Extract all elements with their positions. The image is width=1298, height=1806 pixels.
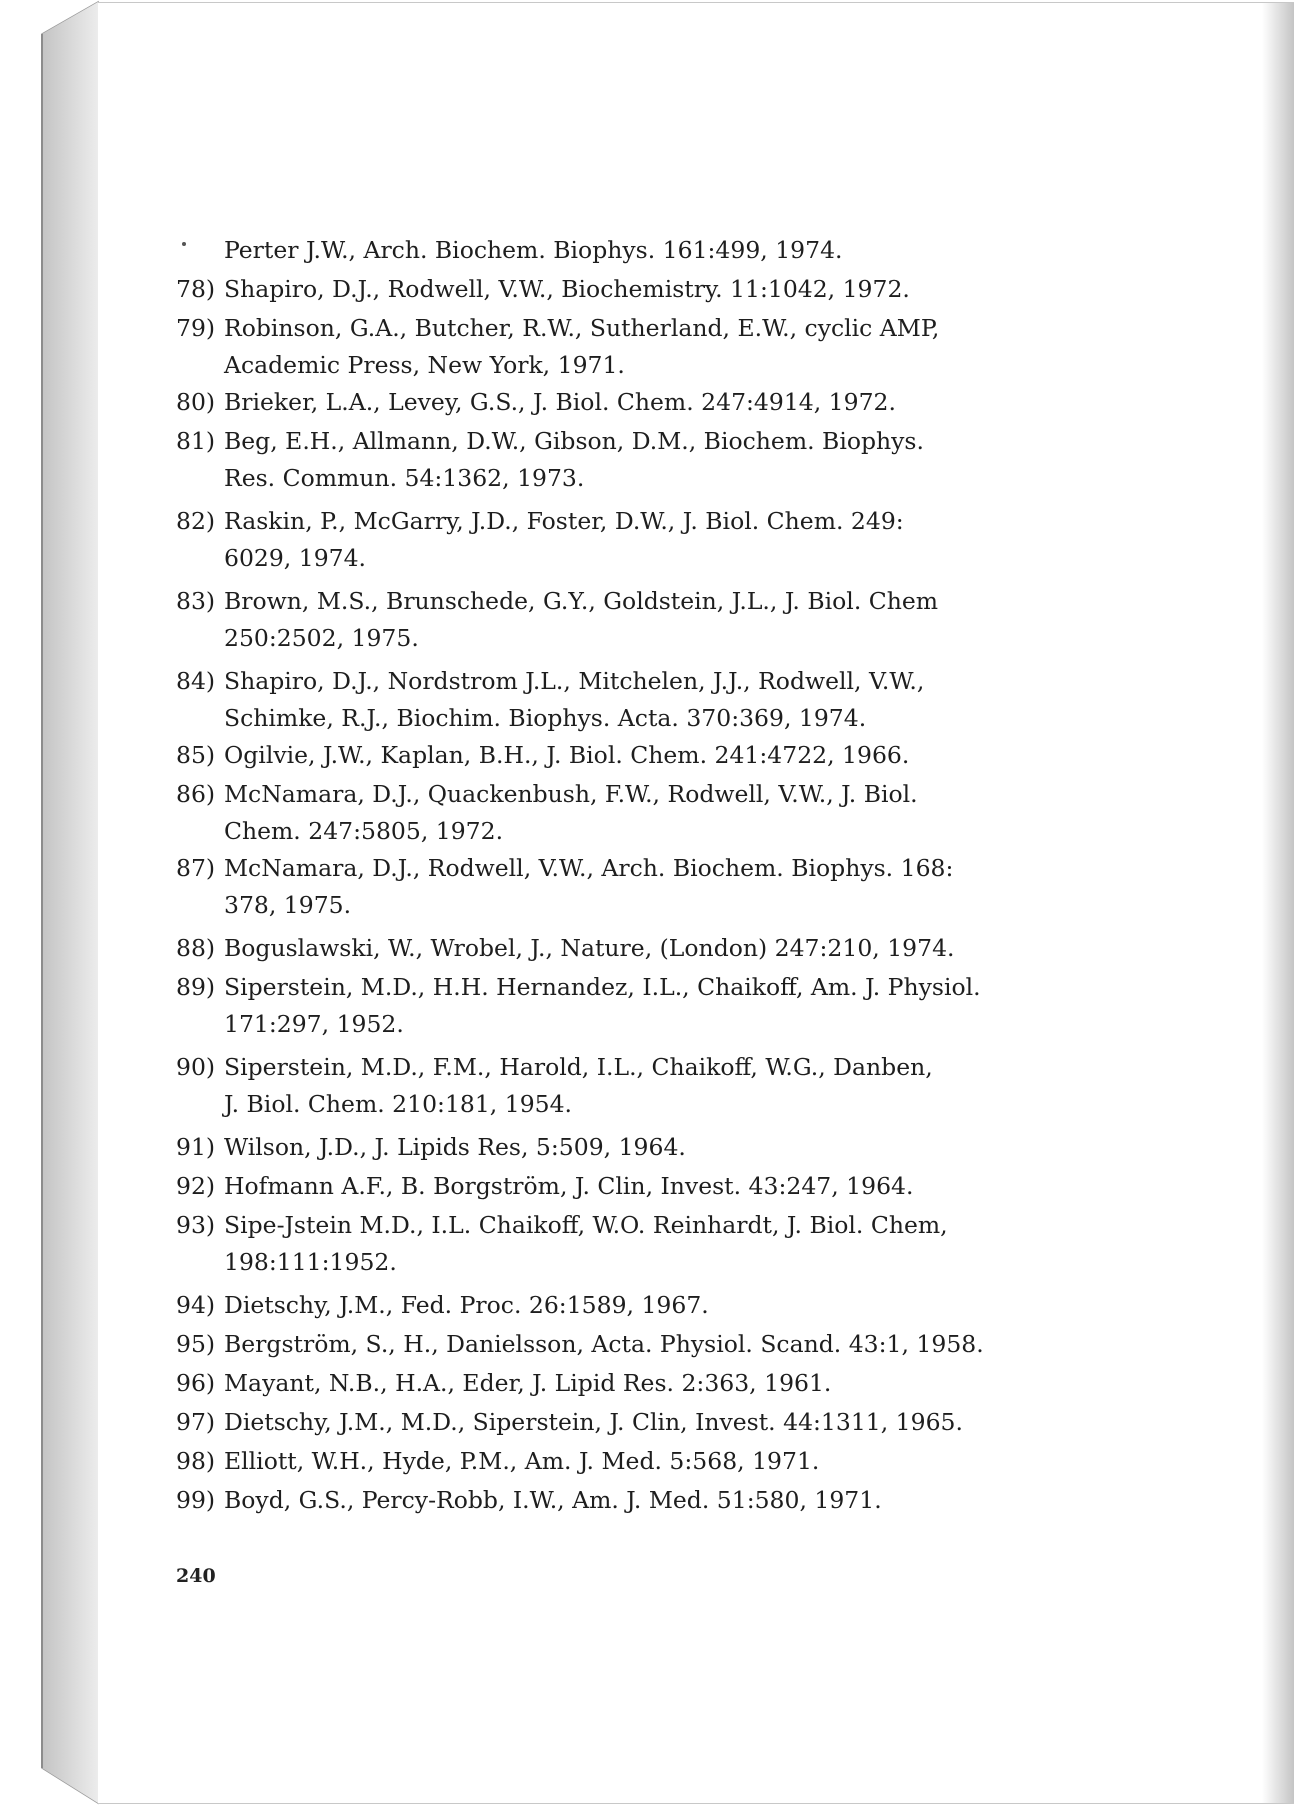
reference-text: Dietschy, J.M., M.D., Siperstein, J. Clin, Invest. 44:1311, 1965. [224, 1408, 963, 1436]
reference-text: Beg, E.H., Allmann, D.W., Gibson, D.M., Biochem. Biophys. [224, 427, 924, 455]
reference-text-continued: Chem. 247:5805, 1972. [224, 817, 504, 845]
reference-text: Brown, M.S., Brunschede, G.Y., Goldstein, J.L., J. Biol. Chem [224, 587, 939, 615]
reference-text: Hofmann A.F., B. Borgström, J. Clin, Invest. 43:247, 1964. [224, 1172, 914, 1200]
reference-number: 81) [176, 427, 216, 455]
reference-item [176, 1167, 1136, 1206]
reference-text: Shapiro, D.J., Nordstrom J.L., Mitchelen, J.J., Rodwell, V.W., [224, 667, 925, 695]
reference-item [176, 1442, 1136, 1481]
reference-text-continued: 378, 1975. [224, 891, 352, 919]
reference-text-continued: Res. Commun. 54:1362, 1973. [224, 464, 585, 492]
reference-number: 94) [176, 1291, 216, 1319]
page-edge-shadow [1262, 3, 1294, 1803]
reference-text: Raskin, P., McGarry, J.D., Foster, D.W., J. Biol. Chem. 249: [224, 507, 904, 535]
reference-number: 83) [176, 587, 216, 615]
reference-number: 96) [176, 1369, 216, 1397]
reference-text: McNamara, D.J., Rodwell, V.W., Arch. Biochem. Biophys. 168: [224, 854, 954, 882]
reference-text: Boyd, G.S., Percy-Robb, I.W., Am. J. Med. 51:580, 1971. [224, 1486, 882, 1514]
reference-text-continued: 250:2502, 1975. [224, 624, 419, 652]
page-number: 240 [176, 1565, 216, 1587]
reference-number: 93) [176, 1211, 216, 1239]
reference-number: 92) [176, 1172, 216, 1200]
reference-list [176, 231, 1136, 1520]
reference-text-continued: 171:297, 1952. [224, 1010, 404, 1038]
reference-text: Boguslawski, W., Wrobel, J., Nature, (London) 247:210, 1974. [224, 934, 955, 962]
reference-text: Brieker, L.A., Levey, G.S., J. Biol. Chem. 247:4914, 1972. [224, 388, 896, 416]
reference-text: Dietschy, J.M., Fed. Proc. 26:1589, 1967. [224, 1291, 709, 1319]
reference-text: Siperstein, M.D., F.M., Harold, I.L., Chaikoff, W.G., Danben, [224, 1053, 933, 1081]
reference-text: Sipe-Jstein M.D., I.L. Chaikoff, W.O. Reinhardt, J. Biol. Chem, [224, 1211, 948, 1239]
reference-item [176, 383, 1136, 422]
reference-text: Robinson, G.A., Butcher, R.W., Sutherland, E.W., cyclic AMP, [224, 314, 940, 342]
reference-item [176, 1286, 1136, 1325]
reference-number: 84) [176, 667, 216, 695]
reference-text-continued: Academic Press, New York, 1971. [224, 351, 625, 379]
reference-number: 99) [176, 1486, 216, 1514]
reference-number: 87) [176, 854, 216, 882]
reference-number: 82) [176, 507, 216, 535]
reference-item [176, 968, 1136, 1042]
reference-number: 97) [176, 1408, 216, 1436]
reference-text-continued: 6029, 1974. [224, 544, 367, 572]
reference-item [176, 1128, 1136, 1167]
reference-item [176, 1048, 1136, 1122]
reference-text: Siperstein, M.D., H.H. Hernandez, I.L., Chaikoff, Am. J. Physiol. [224, 973, 981, 1001]
reference-item [176, 1403, 1136, 1442]
reference-text: Ogilvie, J.W., Kaplan, B.H., J. Biol. Chem. 241:4722, 1966. [224, 741, 910, 769]
reference-item [176, 1206, 1136, 1280]
reference-text: Mayant, N.B., H.A., Eder, J. Lipid Res. 2:363, 1961. [224, 1369, 832, 1397]
reference-number: 78) [176, 275, 216, 303]
reference-item [176, 775, 1136, 849]
reference-item [176, 1364, 1136, 1403]
reference-number: 98) [176, 1447, 216, 1475]
reference-number: 95) [176, 1330, 216, 1358]
reference-text-continued: J. Biol. Chem. 210:181, 1954. [224, 1090, 573, 1118]
reference-text: Perter J.W., Arch. Biochem. Biophys. 161:499, 1974. [224, 236, 843, 264]
reference-item [176, 422, 1136, 496]
reference-text: McNamara, D.J., Quackenbush, F.W., Rodwell, V.W., J. Biol. [224, 780, 918, 808]
reference-number: 91) [176, 1133, 216, 1161]
reference-item [176, 309, 1136, 383]
reference-item [176, 1325, 1136, 1364]
reference-item [176, 662, 1136, 736]
reference-text: Wilson, J.D., J. Lipids Res, 5:509, 1964. [224, 1133, 686, 1161]
reference-number: 79) [176, 314, 216, 342]
reference-item [176, 1481, 1136, 1520]
reference-item [176, 736, 1136, 775]
reference-text: Shapiro, D.J., Rodwell, V.W., Biochemistry. 11:1042, 1972. [224, 275, 910, 303]
reference-text: Elliott, W.H., Hyde, P.M., Am. J. Med. 5:568, 1971. [224, 1447, 820, 1475]
reference-number: 85) [176, 741, 216, 769]
reference-text-continued: 198:111:1952. [224, 1248, 397, 1276]
reference-item [176, 849, 1136, 923]
reference-number: 90) [176, 1053, 216, 1081]
reference-number: 86) [176, 780, 216, 808]
reference-item [176, 582, 1136, 656]
reference-item [176, 231, 1136, 270]
reference-number: 89) [176, 973, 216, 1001]
reference-number: 80) [176, 388, 216, 416]
reference-item [176, 502, 1136, 576]
reference-item [176, 270, 1136, 309]
reference-text-continued: Schimke, R.J., Biochim. Biophys. Acta. 370:369, 1974. [224, 704, 867, 732]
reference-number: 88) [176, 934, 216, 962]
reference-item [176, 929, 1136, 968]
reference-text: Bergström, S., H., Danielsson, Acta. Physiol. Scand. 43:1, 1958. [224, 1330, 984, 1358]
